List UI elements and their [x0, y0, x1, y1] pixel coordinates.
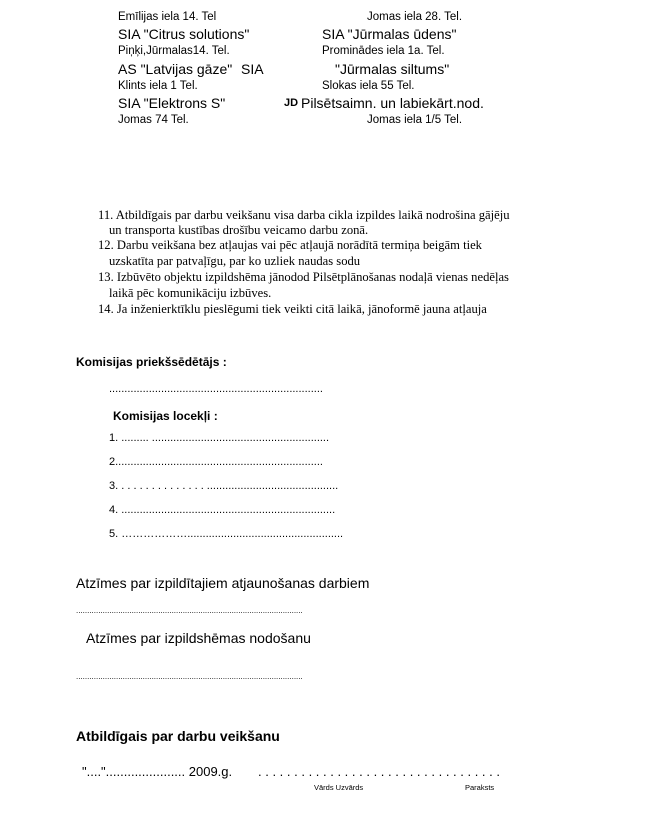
- rule-11-line-1: 11. Atbildīgais par darbu veikšanu visa darba cikla izpildes laikā nodrošina gājēju: [98, 208, 510, 222]
- commission-chair-line: ......................................................................: [109, 383, 323, 395]
- commission-member-line-1: 1. ......... ..........................................................: [109, 432, 330, 444]
- rule-13-line-2: laikā pēc komunikāciju izbūves.: [109, 286, 272, 300]
- responsible-date: "...."...................... 2009.g.: [82, 764, 233, 779]
- contact-left-address-1: Emīlijas iela 14. Tel: [118, 11, 217, 23]
- contact-right-company-3: Pilsētsaimn. un labiekārt.nod.: [301, 95, 484, 111]
- contact-right-address-2: Prominādes iela 1a. Tel.: [322, 45, 445, 57]
- contact-left-company-2: AS "Latvijas gāze": [118, 61, 233, 77]
- responsible-heading: Atbildīgais par darbu veikšanu: [76, 728, 280, 744]
- commission-member-line-3: 3. . . . . . . . . . . . . . . ...........................................: [109, 480, 339, 492]
- contact-left-address-3: Klints iela 1 Tel.: [118, 80, 198, 92]
- commission-member-line-5: 5. ………………...................................................: [109, 528, 344, 540]
- commission-chair-label: Komisijas priekšsēdētājs :: [76, 355, 227, 369]
- contact-left-address-4: Jomas 74 Tel.: [118, 114, 189, 126]
- contact-right-company-2: "Jūrmalas siltums": [335, 61, 450, 77]
- contact-left-company-1: SIA "Citrus solutions": [118, 26, 250, 42]
- contact-right-company-1: SIA "Jūrmalas ūdens": [322, 26, 457, 42]
- contact-left-address-2: Piņķi,Jūrmalas14. Tel.: [118, 45, 230, 57]
- responsible-signature-line: . . . . . . . . . . . . . . . . . . . . . . . . . . . . . . . . . .: [258, 764, 500, 779]
- scheme-notes-label: Atzīmes par izpildshēmas nodošanu: [86, 630, 311, 646]
- signature-caption: Paraksts: [465, 783, 495, 792]
- commission-members-label: Komisijas locekļi :: [113, 409, 218, 423]
- rule-11-line-2: un transporta kustības drošību veicamo darbu zonā.: [109, 223, 369, 237]
- contact-left-company-3: SIA "Elektrons S": [118, 95, 226, 111]
- contact-right-address-4: Jomas iela 1/5 Tel.: [367, 114, 463, 126]
- scheme-notes-line: ......................................................................................................: [76, 672, 303, 681]
- restoration-notes-label: Atzīmes par izpildītajiem atjaunošanas darbiem: [76, 575, 370, 591]
- rule-12-line-1: 12. Darbu veikšana bez atļaujas vai pēc atļaujā norādītā termiņa beigām tiek: [98, 238, 482, 252]
- contact-right-address-1: Jomas iela 28. Tel.: [367, 11, 463, 23]
- rule-14-line-1: 14. Ja inženierktīklu pieslēgumi tiek veikti citā laikā, jānoformē jauna atļauja: [98, 302, 487, 316]
- rule-12-line-2: uzskatīta par patvaļīgu, par ko uzliek naudas sodu: [109, 254, 361, 268]
- rule-13-line-1: 13. Izbūvēto objektu izpildshēma jānodod Pilsētplānošanas nodaļā vienas nedēļas: [98, 270, 509, 284]
- restoration-notes-line: ......................................................................................................: [76, 606, 303, 615]
- contact-right-address-3: Slokas iela 55 Tel.: [322, 80, 415, 92]
- commission-member-line-2: 2....................................................................: [109, 456, 323, 468]
- name-caption: Vārds Uzvārds: [314, 783, 364, 792]
- contact-right-company-3-prefix: JD: [284, 97, 299, 109]
- commission-member-line-4: 4. ......................................................................: [109, 504, 336, 516]
- contact-right-company-2-prefix: SIA: [241, 61, 264, 77]
